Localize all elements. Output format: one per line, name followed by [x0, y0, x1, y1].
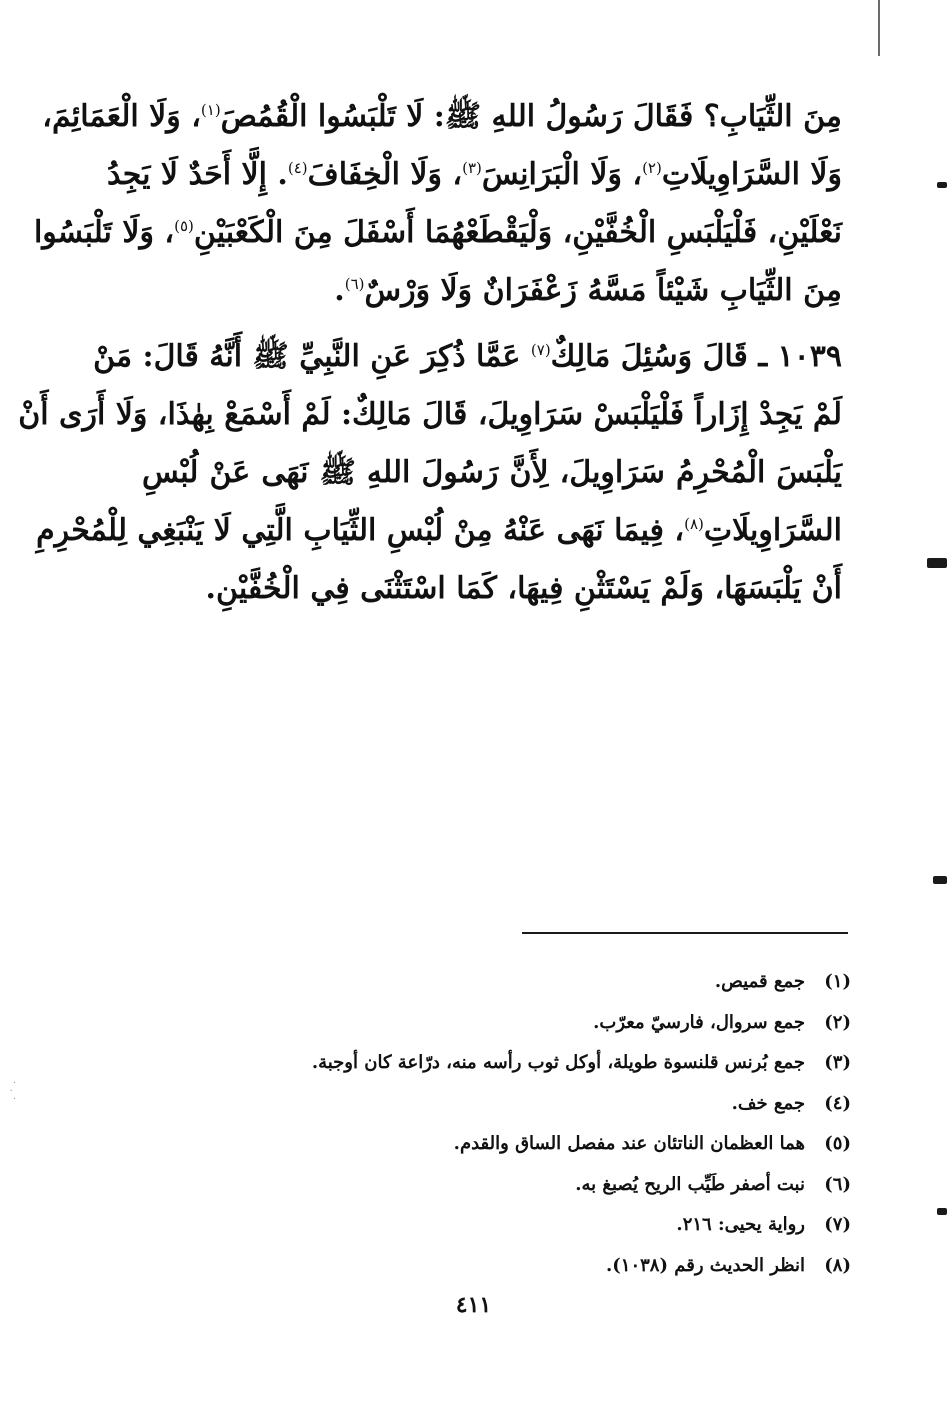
footnote-text: جمع قميص. — [714, 971, 805, 992]
footnote-text: نبت أصفر طَيِّب الريح يُصبغ به. — [575, 1173, 805, 1195]
footnote-number: (٦) — [824, 1173, 851, 1195]
footnote-text: هما العظمان الناتئان عند مفصل الساق والقدم. — [453, 1133, 805, 1154]
scan-edge-mark — [937, 182, 947, 188]
footnote-item — [211, 1043, 851, 1084]
text-line: نَعْلَيْنِ، فَلْيَلْبَسِ الْخُفَّيْنِ، وَلْيَقْطَعْهُمَا أَسْفَلَ مِنَ الْكَعْبَيْنِ$^{(٥)}$، وَلَا تَلْبَسُوا — [33, 215, 842, 250]
footnote-item — [211, 1165, 851, 1206]
footnote-item — [211, 962, 851, 1003]
scan-speck: · · · — [9, 1078, 16, 1105]
footnote-ref: (١) — [200, 101, 221, 119]
footnote-item — [211, 1205, 851, 1246]
text-line: يَلْبَسَ الْمُحْرِمُ سَرَاوِيلَ، لِأَنَّ رَسُولَ اللهِ ﷺ نَهَى عَنْ لُبْسِ — [142, 455, 842, 490]
footnote-number: (٢) — [824, 1011, 851, 1033]
text-line: وَلَا السَّرَاوِيلَاتِ$^{(٢)}$، وَلَا الْبَرَانِسَ$^{(٣)}$، وَلَا الْخِفَافَ$^{(٤)}$. إِلَّا أَحَدٌ لَا يَجِدُ — [107, 157, 842, 192]
footnote-ref: (٧) — [530, 341, 551, 359]
footnote-ref: (٤) — [287, 159, 308, 177]
footnotes-list — [211, 962, 851, 1286]
footnote-text: جمع سروال، فارسيّ معرّب. — [593, 1011, 805, 1033]
text-line: لَمْ يَجِدْ إِزَاراً فَلْيَلْبَسْ سَرَاوِيلَ، قَالَ مَالِكٌ: لَمْ أَسْمَعْ بِهٰذَا، وَلَا أَرَى أَنْ — [18, 397, 842, 432]
footnote-ref: (٨) — [684, 515, 704, 533]
scan-edge-mark — [937, 1208, 947, 1215]
footnote-item — [211, 1246, 851, 1287]
text-line: السَّرَاوِيلَاتِ$^{(٨)}$، فِيمَا نَهَى عَنْهُ مِنْ لُبْسِ الثِّيَابِ الَّتِي لَا يَنْبَغِي لِلْمُحْرِمِ — [36, 513, 842, 548]
footnote-ref: (٦) — [344, 275, 365, 293]
footnote-number: (٨) — [824, 1254, 851, 1276]
footnote-text: جمع بُرنس قلنسوة طويلة، أوكل ثوب رأسه منه، درّاعة كان أوجبة. — [311, 1052, 805, 1073]
footnote-number: (٧) — [824, 1214, 851, 1235]
text-line: مِنَ الثِّيَابِ؟ فَقَالَ رَسُولُ اللهِ ﷺ: لَا تَلْبَسُوا الْقُمُصَ$^{(١)}$، وَلَا الْعَمَائِمَ، — [42, 99, 842, 134]
top-margin-rule — [878, 0, 880, 56]
footnote-ref: (٣) — [462, 159, 482, 177]
footnote-separator — [522, 932, 848, 934]
footnote-item — [211, 1124, 851, 1165]
footnote-number: (١) — [824, 971, 851, 992]
text-line: مِنَ الثِّيَابِ شَيْئاً مَسَّهُ زَعْفَرَانٌ وَلَا وَرْسٌ$^{(٦)}$. — [334, 273, 842, 308]
footnote-number: (٤) — [824, 1092, 851, 1114]
text-line: ١٠٣٩ ـ قَالَ وَسُئِلَ مَالِكٌ$^{(٧)}$ عَمَّا ذُكِرَ عَنِ النَّبِيِّ ﷺ أَنَّهُ قَالَ: مَنْ — [93, 339, 842, 374]
footnote-item — [211, 1003, 851, 1044]
footnote-text: جمع خف. — [731, 1092, 805, 1114]
footnote-text: رواية يحيى: ٢١٦. — [676, 1214, 805, 1235]
main-text-block — [18, 88, 842, 618]
page-number: ٤١١ — [455, 1292, 492, 1318]
footnote-number: (٣) — [824, 1052, 851, 1073]
text-line: أَنْ يَلْبَسَهَا، وَلَمْ يَسْتَثْنِ فِيهَا، كَمَا اسْتَثْنَى فِي الْخُفَّيْنِ. — [205, 571, 842, 606]
paragraph-gap — [142, 320, 842, 328]
scan-edge-mark — [927, 558, 947, 568]
footnote-number: (٥) — [824, 1133, 851, 1154]
footnote-ref: (٢) — [642, 159, 662, 177]
scan-edge-mark — [933, 876, 947, 884]
footnote-item — [211, 1084, 851, 1125]
footnote-ref: (٥) — [174, 217, 194, 235]
footnote-text: انظر الحديث رقم (١٠٣٨). — [605, 1254, 805, 1276]
